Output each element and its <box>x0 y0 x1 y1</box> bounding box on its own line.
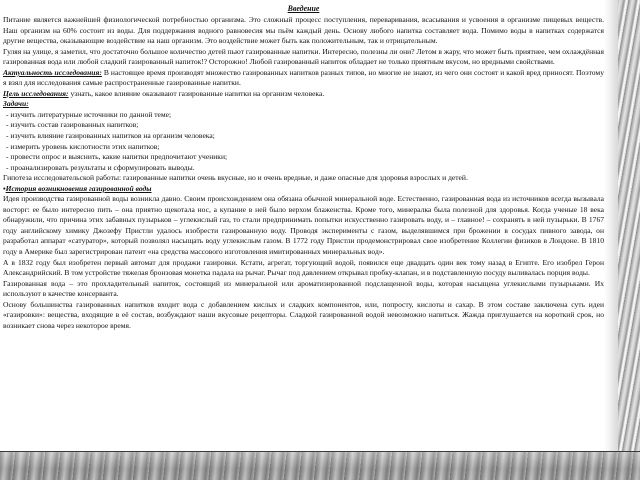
paragraph-history-2: А в 1832 году был изобретен первый автомат для продажи газировки. Кстати, агрегат, торгующий водой, появился еще двадцать один век тому назад в Египте. Его изобрел Герон Александрийский. В том устройстве тяжелая бронзовая монетка падала на рычаг. Рычаг под давлением открывал пробку-клапан, и в подставленную посуду выливалась порция воды. <box>3 257 604 278</box>
heading-relevance: Актуальность исследования: <box>3 67 102 77</box>
list-item: - измерить уровень кислотности этих напитков; <box>6 141 160 151</box>
list-item: - изучить литературные источники по данной теме; <box>6 109 172 119</box>
paragraph-intro-1: Питание является важнейшей физиологической потребностью организма. Это сложный процесс поступления, переваривания, всасывания и усвоения в организме пищевых веществ. Наш организм на 60% состоит из воды. Для поддержания водного равновесия мы пьём каждый день. Основу любого напитка составляет вода. Помимо воды в напитках содержатся другие вещества, оказывающие воздействие на наш организм. Это воздействие может быть как положительным, так и отрицательным. <box>3 15 604 46</box>
list-item: - проанализировать результаты и сформулировать выводы. <box>6 162 195 172</box>
paragraph-intro-2: Гуляя на улице, я заметил, что достаточно большое количество детей пьют газированные напитки. Интересно, полезны ли они? Летом в жару, что может быть приятнее, чем охлаждённая газированная вода или любой сладкий газированный напиток!? Осторожно! Любой газированный напиток обладает не только приятным вкусом, но вредными свойствами. <box>3 46 604 67</box>
paragraph-relevance <box>3 68 604 89</box>
text-relevance: В настоящее время производят множество газированных напитков разных типов, но многие не знают, из чего они состоят и какой вред приносят. Поэтому я взял для исследования самые распространенные газированные напитки. <box>3 67 604 88</box>
bullet-icon: • <box>3 183 6 193</box>
heading-goal: Цель исследования: <box>3 88 69 98</box>
paragraph-hypothesis: Гипотеза исследовательской работы: газированные напитки очень вкусные, но и очень вредные, и даже опасные для здоровья взрослых и детей. <box>3 173 468 183</box>
paragraph-history-3: Газированная вода – это прохладительный напиток, состоящий из минеральной или ароматизированной подслащенной воды, которая насыщена углекислыми пузырьками. Их используют в качестве консерванта. <box>3 278 604 299</box>
paragraph-history-1: Идея производства газированной воды возникла давно. Своим происхождением она обязана обычной минеральной воде. Естественно, газированная вода из источников всегда вызывала восторг: ее было интересно пить – она приятно щекотала нос, а купание в ней было верхом блаженства. Кроме того, минералка была полезной для здоровья. Когда ученые 18 века обнаружили, что причина этих забавных пузырьков – углекислый газ, то стали предпринимать попытки искусственно газировать воду, и – главное! – сохранять в ней пузырьки. В 1767 году английскому химику Джозефу Пристли удалось изобрести газированную воду. Проводя эксперименты с газом, выделявшимся при брожении в сосудах пивного завода, он разработал аппарат «сатуратор», который позволял насыщать воду углекислым газом. В 1772 году Пристли продемонстрировал свое изобретение Коллегии физиков в Лондоне. В 1810 году в Америке был зарегистрирован патент «на средства массового изготовления имитированных минеральных вод». <box>3 194 604 257</box>
paragraph-history-4: Основу большинства газированных напитков входит вода с добавлением кислых и сладких компонентов, или, попросту, кислоты и сахар. В этом составе заключена суть идеи «газировки»: вещества, входящие в её состав, возбуждают наши вкусовые рецепторы. Сладкой газированной водой невозможно напиться. Жажда приглушается на короткий срок, но возникает снова через некоторое время. <box>3 299 604 330</box>
paragraph-goal <box>3 89 604 100</box>
tasks-list <box>3 110 604 173</box>
heading-history-line <box>3 184 604 195</box>
page-title: Введение <box>287 4 320 13</box>
heading-tasks-line <box>3 99 604 110</box>
list-item: - провести опрос и выяснить, какие напитки предпочитают ученики; <box>6 152 228 162</box>
list-item: - изучить влияние газированных напитков на организм человека; <box>6 131 215 141</box>
text-goal: узнать, какое влияние оказывают газированные напитки на организм человека. <box>68 88 325 98</box>
list-item: - изучить состав газированных напитков; <box>6 120 139 130</box>
heading-history: История возникновения газированной воды <box>5 183 152 193</box>
decorative-page-edge-right <box>604 0 618 462</box>
heading-tasks: Задачи: <box>3 99 29 109</box>
decorative-band-shading-bottom <box>0 452 640 480</box>
